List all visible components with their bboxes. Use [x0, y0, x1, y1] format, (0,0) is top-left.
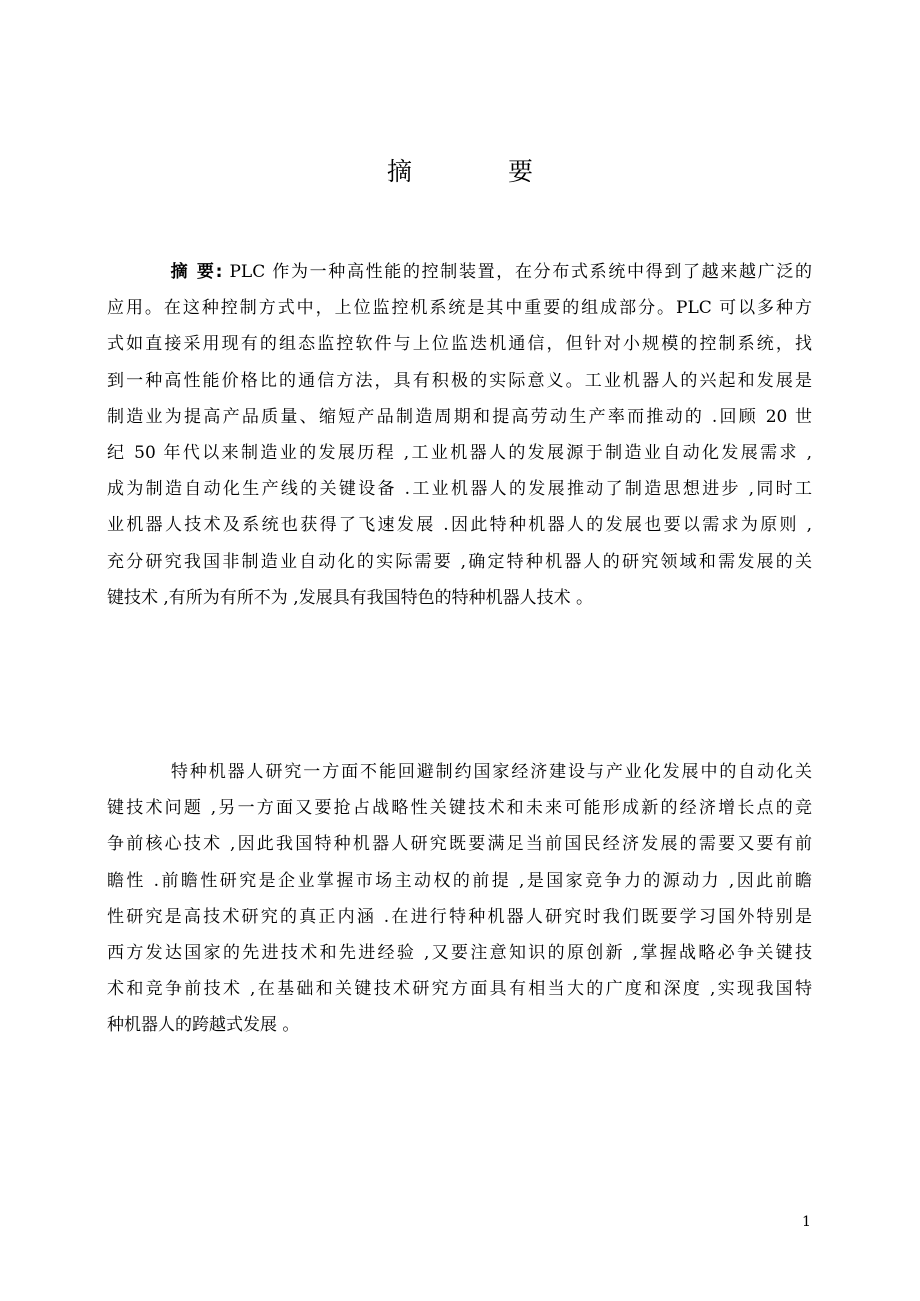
page-number: 1 — [802, 1214, 811, 1230]
abstract-label: 摘 要: — [169, 262, 223, 282]
paragraph-line: 到一种高性能价格比的通信方法，具有积极的实际意义。工业机器人的兴起和发展是 — [107, 370, 812, 391]
paragraph-line: 成为制造自动化生产线的关键设备 .工业机器人的发展推动了制造思想进步 ,同时工 — [107, 479, 812, 500]
paragraph-line: 种机器人的跨越式发展 。 — [107, 1015, 300, 1036]
paragraph-line: 业机器人技术及系统也获得了飞速发展 .因此特种机器人的发展也要以需求为原则 , — [107, 515, 812, 536]
paragraph-line: 瞻性 .前瞻性研究是企业掌握市场主动权的前提 ,是国家竞争力的源动力 ,因此前瞻 — [107, 870, 812, 891]
paragraph-line: 制造业为提高产品质量、缩短产品制造周期和提高劳动生产率而推动的 .回顾 20 世 — [107, 406, 812, 427]
body-paragraph — [107, 754, 812, 1044]
paragraph-line: 摘 要: PLC 作为一种高性能的控制装置，在分布式系统中得到了越来越广泛的 — [169, 262, 813, 282]
paragraph-line: 性研究是高技术研究的真正内涵 .在进行特种机器人研究时我们既要学习国外特别是 — [107, 906, 812, 927]
page-title: 摘 要 — [387, 157, 577, 186]
paragraph-line: 键技术 ,有所为有所不为 ,发展具有我国特色的特种机器人技术 。 — [107, 587, 594, 608]
paragraph-line: 充分研究我国非制造业自动化的实际需要 ,确定特种机器人的研究领域和需发展的关 — [107, 551, 812, 572]
paragraph-line: 西方发达国家的先进技术和先进经验 ,又要注意知识的原创新 ,掌握战略必争关键技 — [107, 943, 812, 964]
paragraph-line: 特种机器人研究一方面不能回避制约国家经济建设与产业化发展中的自动化关 — [169, 762, 812, 782]
paragraph-line: 纪 50 年代以来制造业的发展历程 ,工业机器人的发展源于制造业自动化发展需求 , — [107, 443, 812, 464]
paragraph-line: 争前核心技术 ,因此我国特种机器人研究既要满足当前国民经济发展的需要又要有前 — [107, 834, 812, 855]
paragraph-line: 式如直接采用现有的组态监控软件与上位监迭机通信，但针对小规模的控制系统，找 — [107, 334, 812, 355]
paragraph-line: 键技术问题 ,另一方面又要抢占战略性关键技术和未来可能形成新的经济增长点的竞 — [107, 798, 812, 819]
paragraph-line: 术和竞争前技术 ,在基础和关键技术研究方面具有相当大的广度和深度 ,实现我国特 — [107, 979, 812, 1000]
paragraph-line: 应用。在这种控制方式中，上位监控机系统是其中重要的组成部分。PLC 可以多种方 — [107, 298, 812, 319]
abstract-paragraph — [107, 254, 812, 616]
